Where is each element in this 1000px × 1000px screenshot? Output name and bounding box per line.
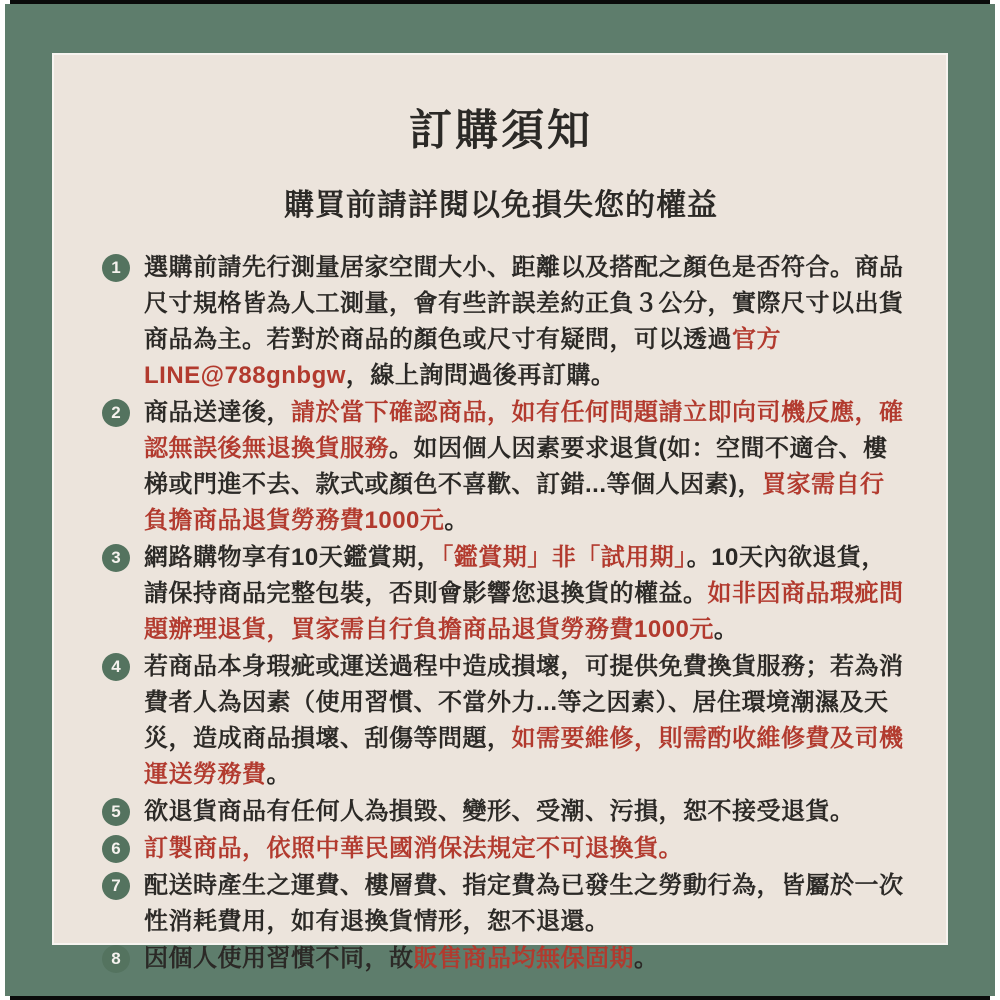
item-text — [144, 941, 904, 977]
item-text — [144, 831, 904, 867]
body-text: 。 — [713, 616, 739, 643]
highlight-text: 請於當下確認商品，如有任何問題請立即向司機反應，確認無誤後無退換貨服務 — [144, 399, 904, 462]
highlight-text: 買家需自行負擔商品退貨勞務費1000元 — [144, 471, 885, 534]
item-text — [144, 868, 904, 940]
item-number-badge: 6 — [102, 835, 130, 863]
notice-item — [102, 831, 904, 867]
body-text: 配送時產生之運費、樓層費、指定費為已發生之勞動行為，皆屬於一次性消耗費用，如有退換貨情形，恕不退還。 — [144, 872, 904, 935]
item-number-badge: 8 — [102, 945, 130, 973]
item-text — [144, 794, 904, 830]
body-text: 因個人使用習慣不同，故 — [144, 945, 414, 972]
notice-item — [102, 941, 904, 977]
item-text — [144, 540, 904, 648]
item-number-badge: 4 — [102, 653, 130, 681]
top-black-bar — [10, 0, 990, 4]
notice-list — [98, 250, 904, 977]
body-text: 。如因個人因素要求退貨(如：空間不適合、樓梯或門進不去、款式或顏色不喜歡、訂錯...等個人因素)， — [144, 435, 888, 498]
body-text: 。 — [634, 945, 659, 972]
item-number-badge: 1 — [102, 254, 130, 282]
highlight-text: 如需要維修，則需酌收維修費及司機運送勞務費 — [144, 725, 904, 788]
body-text: 商品送達後， — [144, 399, 291, 426]
bottom-black-bar — [10, 996, 990, 1000]
highlight-text: 「鑑賞期」非「試用期」 — [441, 544, 687, 571]
item-text — [144, 395, 904, 539]
body-text: 。 — [266, 761, 291, 788]
highlight-text: 販售商品均無保固期 — [413, 945, 634, 972]
highlight-text: 如非因商品瑕疵問題辦理退貨，買家需自行負擔商品退貨勞務費1000元 — [144, 580, 904, 643]
body-text: 。10天內欲退貨，請保持商品完整包裝，否則會影響您退換貨的權益。 — [144, 544, 886, 607]
page-subtitle: 購買前請詳閱以免損失您的權益 — [284, 189, 718, 222]
notice-item — [102, 540, 904, 648]
highlight-text: 官方LINE@788gnbgw — [144, 326, 781, 389]
notice-item — [102, 395, 904, 539]
body-text: 若商品本身瑕疵或運送過程中造成損壞，可提供免費換貨服務；若為消費者人為因素（使用習慣、不當外力...等之因素）、居住環境潮濕及天災，造成商品損壞、刮傷等問題， — [144, 653, 904, 752]
item-number-badge: 3 — [102, 544, 130, 572]
notice-item — [102, 868, 904, 940]
body-text: 。 — [444, 507, 469, 534]
highlight-text: 訂製商品，依照中華民國消保法規定不可退換貨。 — [144, 835, 683, 862]
item-number-badge: 2 — [102, 399, 130, 427]
body-text: 網路購物享有10天鑑賞期， — [144, 544, 442, 571]
item-text — [144, 250, 904, 394]
item-number-badge: 5 — [102, 798, 130, 826]
item-number-badge: 7 — [102, 872, 130, 900]
notice-item — [102, 649, 904, 793]
notice-panel — [52, 53, 948, 972]
page-title: 訂購須知 — [409, 107, 593, 155]
body-text: 選購前請先行測量居家空間大小、距離以及搭配之顏色是否符合。商品尺寸規格皆為人工測量，會有些許誤差約正負３公分，實際尺寸以出貨商品為主。若對於商品的顏色或尺寸有疑問，可以透過 — [144, 254, 904, 353]
notice-item — [102, 250, 904, 394]
body-text: ，線上詢問過後再訂購。 — [345, 362, 616, 389]
notice-item — [102, 794, 904, 830]
body-text: 欲退貨商品有任何人為損毀、變形、受潮、污損，恕不接受退貨。 — [144, 798, 855, 825]
item-text — [144, 649, 904, 793]
